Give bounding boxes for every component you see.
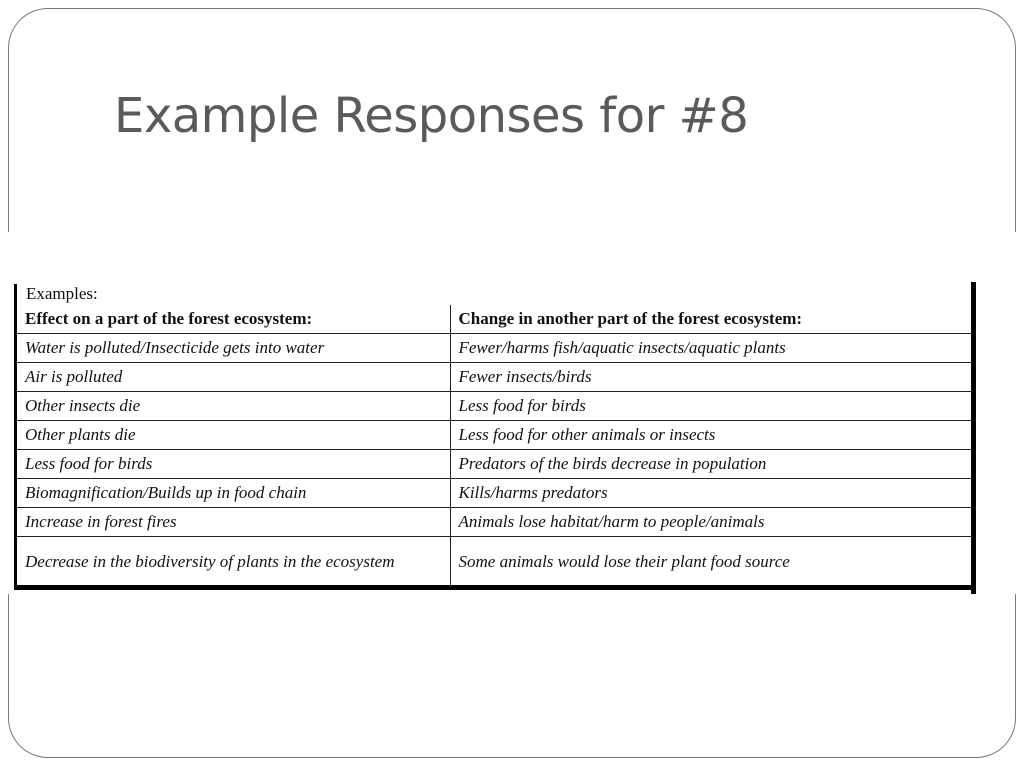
effect-cell: Water is polluted/Insecticide gets into water (17, 334, 450, 363)
table-row (17, 508, 971, 537)
table-header-row (17, 305, 971, 334)
table-bottom-rule (14, 585, 976, 590)
table-row (17, 537, 971, 586)
table-row (17, 334, 971, 363)
table-row (17, 363, 971, 392)
table-row (17, 479, 971, 508)
effect-cell: Biomagnification/Builds up in food chain (17, 479, 450, 508)
change-cell: Predators of the birds decrease in population (450, 450, 971, 479)
table-row (17, 421, 971, 450)
table-right-rule (971, 282, 976, 594)
change-cell: Less food for other animals or insects (450, 421, 971, 450)
slide-title: Example Responses for #8 (114, 88, 749, 144)
effect-cell: Increase in forest fires (17, 508, 450, 537)
header-change: Change in another part of the forest ecosystem: (450, 305, 971, 334)
change-cell: Fewer insects/birds (450, 363, 971, 392)
header-effect: Effect on a part of the forest ecosystem: (17, 305, 450, 334)
effect-cell: Other plants die (17, 421, 450, 450)
effect-cell: Decrease in the biodiversity of plants in the ecosystem (17, 537, 450, 586)
change-cell: Less food for birds (450, 392, 971, 421)
table-row (17, 392, 971, 421)
responses-table (17, 305, 971, 586)
change-cell: Animals lose habitat/harm to people/animals (450, 508, 971, 537)
change-cell: Kills/harms predators (450, 479, 971, 508)
effect-cell: Other insects die (17, 392, 450, 421)
change-cell: Some animals would lose their plant food source (450, 537, 971, 586)
effect-cell: Less food for birds (17, 450, 450, 479)
examples-label: Examples: (26, 284, 98, 303)
change-cell: Fewer/harms fish/aquatic insects/aquatic plants (450, 334, 971, 363)
table-row (17, 450, 971, 479)
examples-table-panel (0, 232, 1024, 594)
effect-cell: Air is polluted (17, 363, 450, 392)
